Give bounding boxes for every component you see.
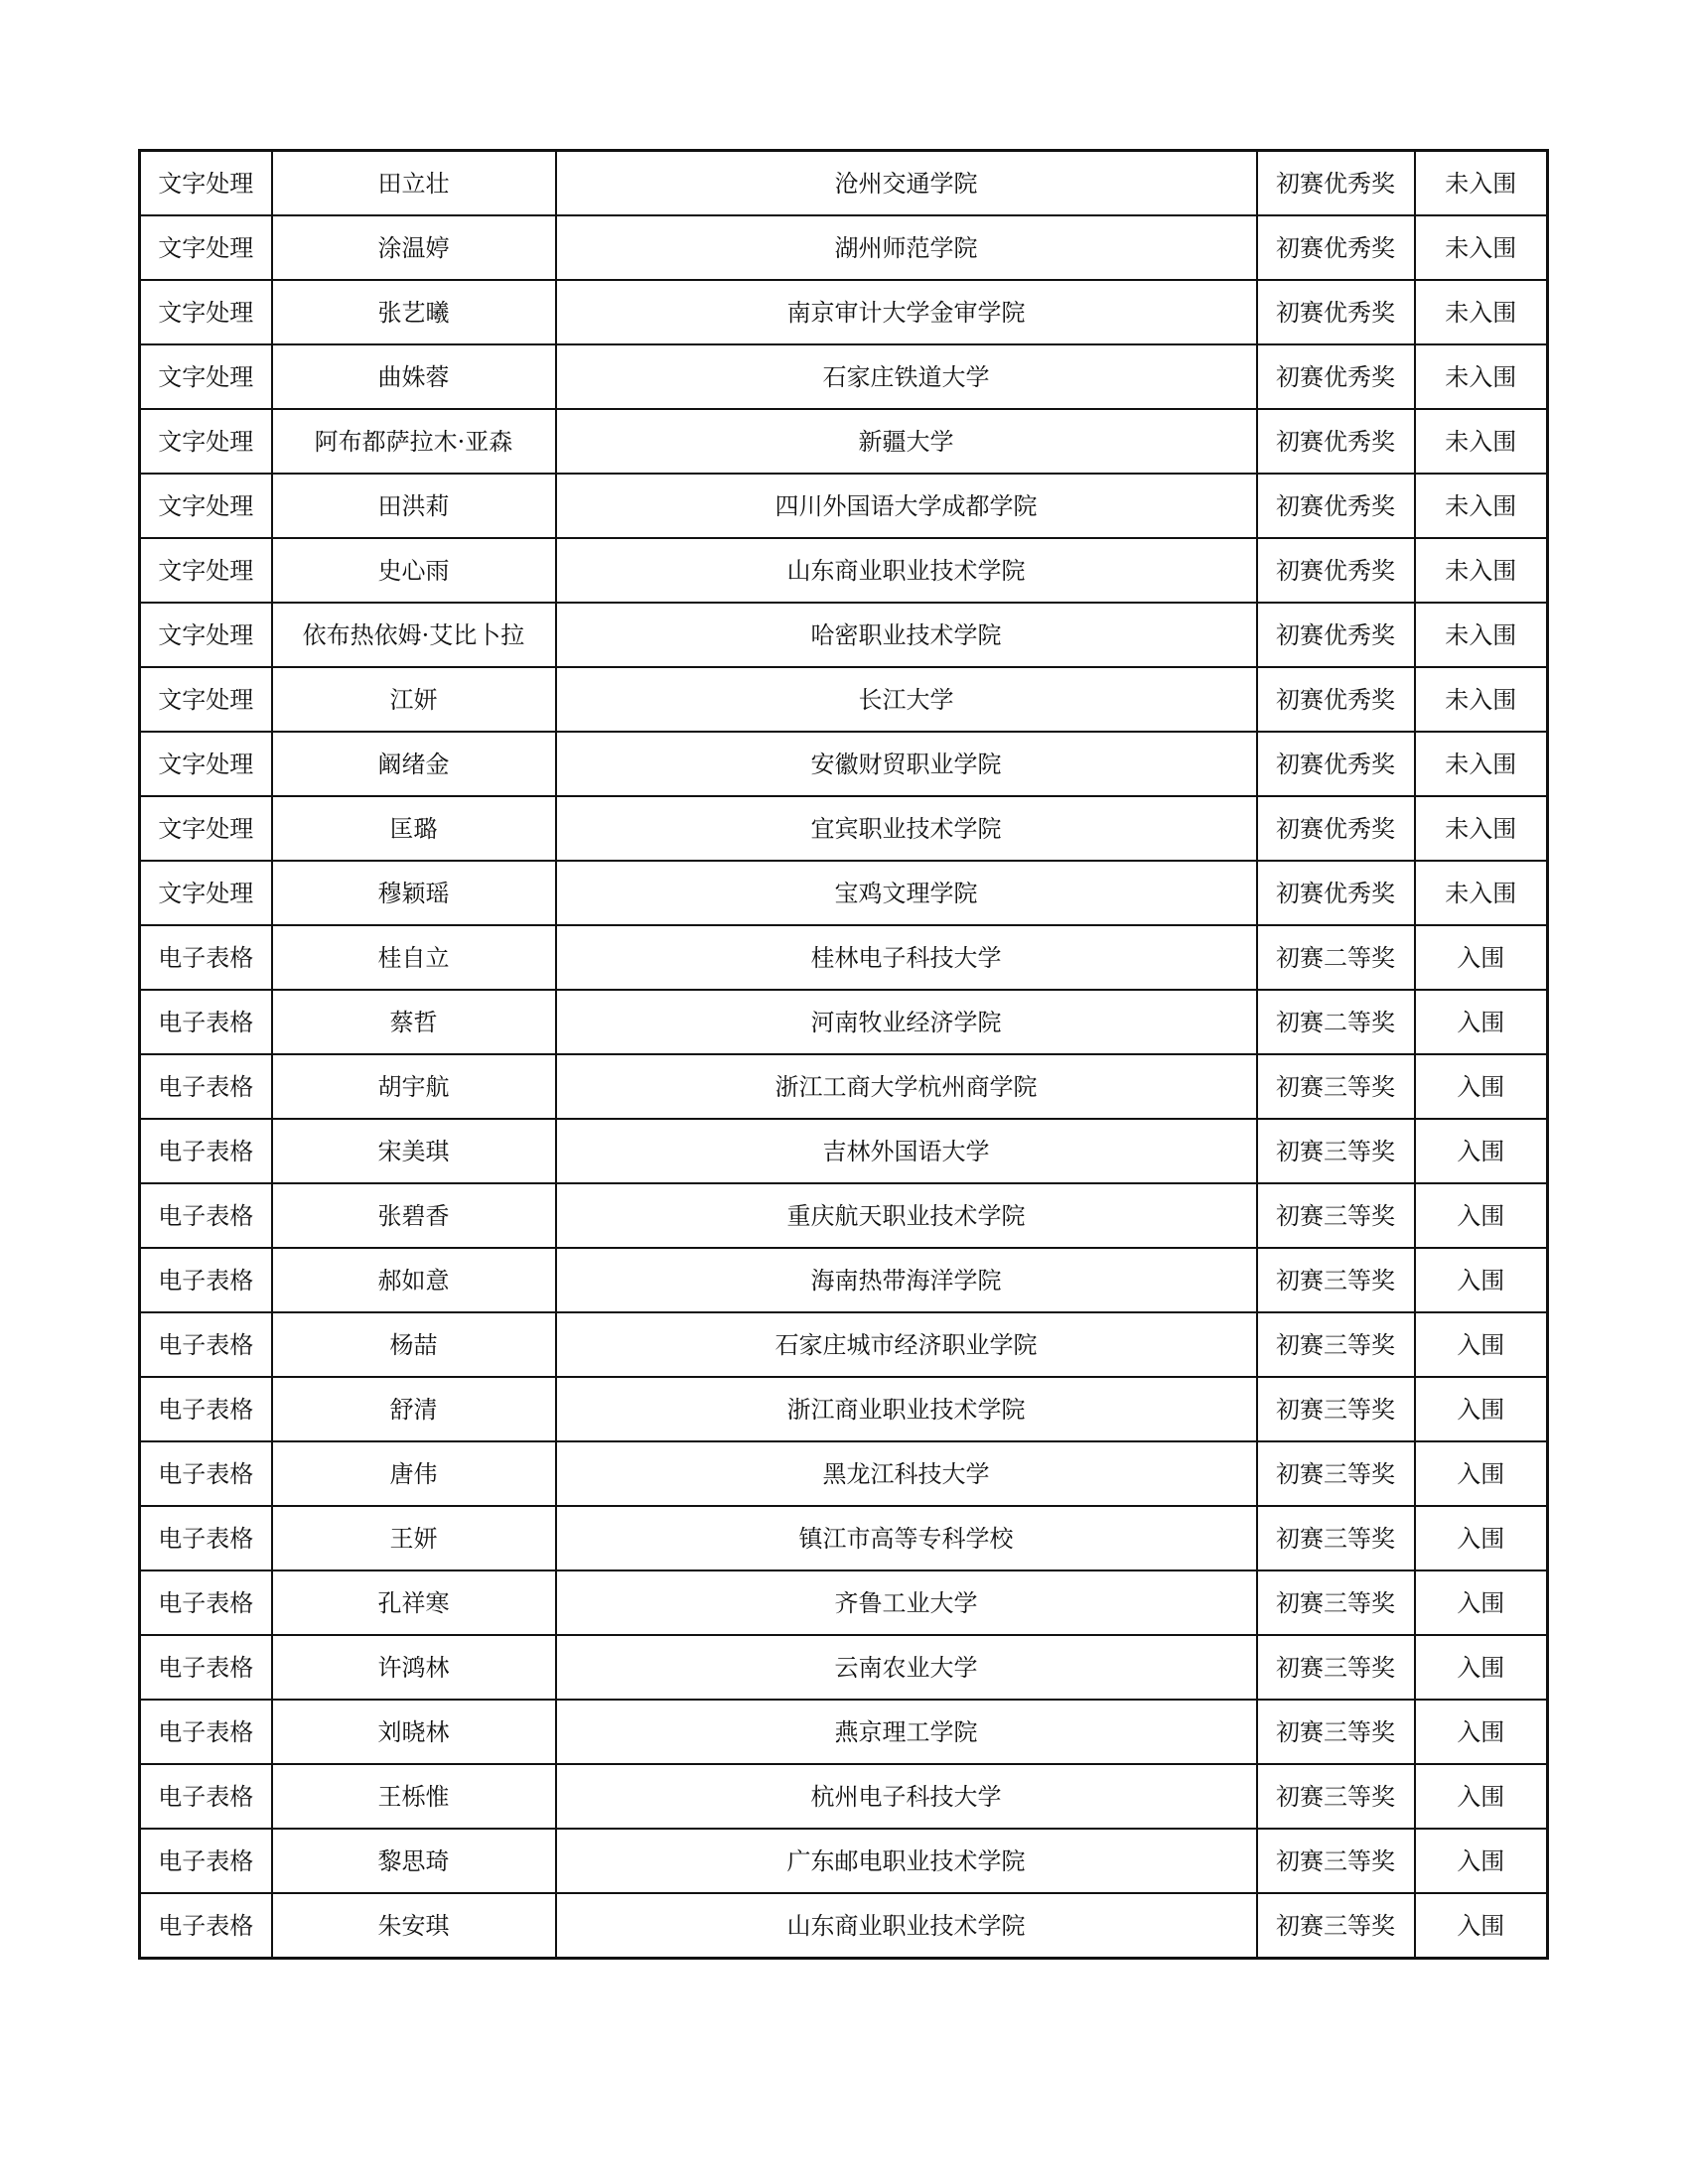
award-cell: 初赛优秀奖 — [1257, 796, 1415, 861]
award-cell: 初赛三等奖 — [1257, 1764, 1415, 1829]
status-cell: 未入围 — [1415, 667, 1548, 732]
school-cell: 南京审计大学金审学院 — [556, 280, 1257, 344]
name-cell: 郝如意 — [272, 1248, 556, 1312]
table-row — [140, 1635, 1548, 1700]
school-cell: 哈密职业技术学院 — [556, 603, 1257, 667]
table-row — [140, 1183, 1548, 1248]
table-row — [140, 538, 1548, 603]
award-cell: 初赛二等奖 — [1257, 925, 1415, 990]
category-cell: 文字处理 — [140, 215, 272, 280]
table-row — [140, 1893, 1548, 1959]
school-cell: 黑龙江科技大学 — [556, 1441, 1257, 1506]
status-cell: 未入围 — [1415, 861, 1548, 925]
school-cell: 石家庄城市经济职业学院 — [556, 1312, 1257, 1377]
table-row — [140, 1248, 1548, 1312]
name-cell: 刘晓林 — [272, 1700, 556, 1764]
award-cell: 初赛三等奖 — [1257, 1570, 1415, 1635]
school-cell: 河南牧业经济学院 — [556, 990, 1257, 1054]
name-cell: 胡宇航 — [272, 1054, 556, 1119]
status-cell: 未入围 — [1415, 151, 1548, 216]
status-cell: 入围 — [1415, 1700, 1548, 1764]
status-cell: 未入围 — [1415, 215, 1548, 280]
award-cell: 初赛三等奖 — [1257, 1312, 1415, 1377]
table-row — [140, 925, 1548, 990]
category-cell: 文字处理 — [140, 151, 272, 216]
table-row — [140, 667, 1548, 732]
status-cell: 未入围 — [1415, 280, 1548, 344]
status-cell: 未入围 — [1415, 603, 1548, 667]
category-cell: 电子表格 — [140, 925, 272, 990]
category-cell: 电子表格 — [140, 990, 272, 1054]
name-cell: 许鸿林 — [272, 1635, 556, 1700]
award-cell: 初赛二等奖 — [1257, 990, 1415, 1054]
award-cell: 初赛优秀奖 — [1257, 667, 1415, 732]
award-cell: 初赛三等奖 — [1257, 1377, 1415, 1441]
award-cell: 初赛优秀奖 — [1257, 151, 1415, 216]
status-cell: 入围 — [1415, 925, 1548, 990]
name-cell: 曲姝蓉 — [272, 344, 556, 409]
table-row — [140, 215, 1548, 280]
name-cell: 江妍 — [272, 667, 556, 732]
name-cell: 张碧香 — [272, 1183, 556, 1248]
status-cell: 入围 — [1415, 1248, 1548, 1312]
table-row — [140, 1764, 1548, 1829]
name-cell: 田洪莉 — [272, 474, 556, 538]
award-cell: 初赛三等奖 — [1257, 1506, 1415, 1570]
school-cell: 广东邮电职业技术学院 — [556, 1829, 1257, 1893]
category-cell: 电子表格 — [140, 1183, 272, 1248]
table-row — [140, 1054, 1548, 1119]
award-cell: 初赛优秀奖 — [1257, 344, 1415, 409]
status-cell: 入围 — [1415, 1183, 1548, 1248]
award-cell: 初赛三等奖 — [1257, 1700, 1415, 1764]
status-cell: 入围 — [1415, 1119, 1548, 1183]
status-cell: 未入围 — [1415, 409, 1548, 474]
category-cell: 电子表格 — [140, 1441, 272, 1506]
award-cell: 初赛三等奖 — [1257, 1635, 1415, 1700]
school-cell: 重庆航天职业技术学院 — [556, 1183, 1257, 1248]
category-cell: 电子表格 — [140, 1119, 272, 1183]
table-row — [140, 151, 1548, 216]
category-cell: 文字处理 — [140, 474, 272, 538]
status-cell: 入围 — [1415, 1377, 1548, 1441]
table-row — [140, 474, 1548, 538]
category-cell: 电子表格 — [140, 1764, 272, 1829]
name-cell: 王妍 — [272, 1506, 556, 1570]
school-cell: 海南热带海洋学院 — [556, 1248, 1257, 1312]
award-cell: 初赛三等奖 — [1257, 1054, 1415, 1119]
name-cell: 王栎惟 — [272, 1764, 556, 1829]
status-cell: 入围 — [1415, 1635, 1548, 1700]
name-cell: 杨喆 — [272, 1312, 556, 1377]
school-cell: 石家庄铁道大学 — [556, 344, 1257, 409]
status-cell: 未入围 — [1415, 796, 1548, 861]
category-cell: 文字处理 — [140, 796, 272, 861]
table-row — [140, 1570, 1548, 1635]
name-cell: 阿布都萨拉木·亚森 — [272, 409, 556, 474]
status-cell: 未入围 — [1415, 474, 1548, 538]
name-cell: 阚绪金 — [272, 732, 556, 796]
award-cell: 初赛三等奖 — [1257, 1829, 1415, 1893]
category-cell: 文字处理 — [140, 667, 272, 732]
status-cell: 入围 — [1415, 1570, 1548, 1635]
name-cell: 史心雨 — [272, 538, 556, 603]
school-cell: 燕京理工学院 — [556, 1700, 1257, 1764]
school-cell: 镇江市高等专科学校 — [556, 1506, 1257, 1570]
school-cell: 浙江商业职业技术学院 — [556, 1377, 1257, 1441]
category-cell: 电子表格 — [140, 1570, 272, 1635]
table-row — [140, 1441, 1548, 1506]
school-cell: 桂林电子科技大学 — [556, 925, 1257, 990]
category-cell: 电子表格 — [140, 1829, 272, 1893]
name-cell: 穆颖瑶 — [272, 861, 556, 925]
status-cell: 入围 — [1415, 1829, 1548, 1893]
award-cell: 初赛三等奖 — [1257, 1248, 1415, 1312]
award-cell: 初赛三等奖 — [1257, 1119, 1415, 1183]
award-cell: 初赛优秀奖 — [1257, 732, 1415, 796]
name-cell: 涂温婷 — [272, 215, 556, 280]
school-cell: 齐鲁工业大学 — [556, 1570, 1257, 1635]
award-cell: 初赛优秀奖 — [1257, 409, 1415, 474]
school-cell: 山东商业职业技术学院 — [556, 538, 1257, 603]
table-row — [140, 1312, 1548, 1377]
table-row — [140, 1700, 1548, 1764]
school-cell: 沧州交通学院 — [556, 151, 1257, 216]
name-cell: 张艺曦 — [272, 280, 556, 344]
table-row — [140, 990, 1548, 1054]
category-cell: 电子表格 — [140, 1248, 272, 1312]
name-cell: 朱安琪 — [272, 1893, 556, 1959]
category-cell: 文字处理 — [140, 603, 272, 667]
award-cell: 初赛优秀奖 — [1257, 538, 1415, 603]
table-row — [140, 1377, 1548, 1441]
school-cell: 长江大学 — [556, 667, 1257, 732]
status-cell: 入围 — [1415, 1441, 1548, 1506]
status-cell: 入围 — [1415, 1312, 1548, 1377]
award-cell: 初赛优秀奖 — [1257, 215, 1415, 280]
table-row — [140, 344, 1548, 409]
table-row — [140, 409, 1548, 474]
status-cell: 入围 — [1415, 1893, 1548, 1959]
table-row — [140, 1506, 1548, 1570]
category-cell: 电子表格 — [140, 1893, 272, 1959]
table-row — [140, 1829, 1548, 1893]
category-cell: 文字处理 — [140, 538, 272, 603]
school-cell: 安徽财贸职业学院 — [556, 732, 1257, 796]
award-cell: 初赛优秀奖 — [1257, 280, 1415, 344]
school-cell: 吉林外国语大学 — [556, 1119, 1257, 1183]
name-cell: 舒清 — [272, 1377, 556, 1441]
status-cell: 未入围 — [1415, 344, 1548, 409]
category-cell: 电子表格 — [140, 1054, 272, 1119]
school-cell: 山东商业职业技术学院 — [556, 1893, 1257, 1959]
name-cell: 依布热依姆·艾比卜拉 — [272, 603, 556, 667]
award-cell: 初赛三等奖 — [1257, 1893, 1415, 1959]
name-cell: 蔡哲 — [272, 990, 556, 1054]
award-cell: 初赛三等奖 — [1257, 1183, 1415, 1248]
table-row — [140, 861, 1548, 925]
school-cell: 湖州师范学院 — [556, 215, 1257, 280]
category-cell: 文字处理 — [140, 861, 272, 925]
status-cell: 入围 — [1415, 990, 1548, 1054]
name-cell: 田立壮 — [272, 151, 556, 216]
award-cell: 初赛三等奖 — [1257, 1441, 1415, 1506]
category-cell: 电子表格 — [140, 1377, 272, 1441]
status-cell: 未入围 — [1415, 538, 1548, 603]
category-cell: 电子表格 — [140, 1312, 272, 1377]
results-table-body — [140, 151, 1548, 1959]
table-row — [140, 280, 1548, 344]
category-cell: 电子表格 — [140, 1635, 272, 1700]
name-cell: 黎思琦 — [272, 1829, 556, 1893]
school-cell: 云南农业大学 — [556, 1635, 1257, 1700]
category-cell: 电子表格 — [140, 1700, 272, 1764]
table-row — [140, 1119, 1548, 1183]
name-cell: 宋美琪 — [272, 1119, 556, 1183]
name-cell: 唐伟 — [272, 1441, 556, 1506]
school-cell: 浙江工商大学杭州商学院 — [556, 1054, 1257, 1119]
category-cell: 文字处理 — [140, 409, 272, 474]
table-row — [140, 603, 1548, 667]
category-cell: 文字处理 — [140, 344, 272, 409]
name-cell: 桂自立 — [272, 925, 556, 990]
school-cell: 新疆大学 — [556, 409, 1257, 474]
award-cell: 初赛优秀奖 — [1257, 474, 1415, 538]
category-cell: 文字处理 — [140, 732, 272, 796]
status-cell: 入围 — [1415, 1764, 1548, 1829]
name-cell: 匡璐 — [272, 796, 556, 861]
school-cell: 宜宾职业技术学院 — [556, 796, 1257, 861]
table-row — [140, 732, 1548, 796]
name-cell: 孔祥寒 — [272, 1570, 556, 1635]
category-cell: 文字处理 — [140, 280, 272, 344]
award-cell: 初赛优秀奖 — [1257, 603, 1415, 667]
award-cell: 初赛优秀奖 — [1257, 861, 1415, 925]
status-cell: 入围 — [1415, 1506, 1548, 1570]
status-cell: 未入围 — [1415, 732, 1548, 796]
table-row — [140, 796, 1548, 861]
school-cell: 杭州电子科技大学 — [556, 1764, 1257, 1829]
category-cell: 电子表格 — [140, 1506, 272, 1570]
school-cell: 宝鸡文理学院 — [556, 861, 1257, 925]
results-table — [138, 149, 1549, 1960]
status-cell: 入围 — [1415, 1054, 1548, 1119]
school-cell: 四川外国语大学成都学院 — [556, 474, 1257, 538]
